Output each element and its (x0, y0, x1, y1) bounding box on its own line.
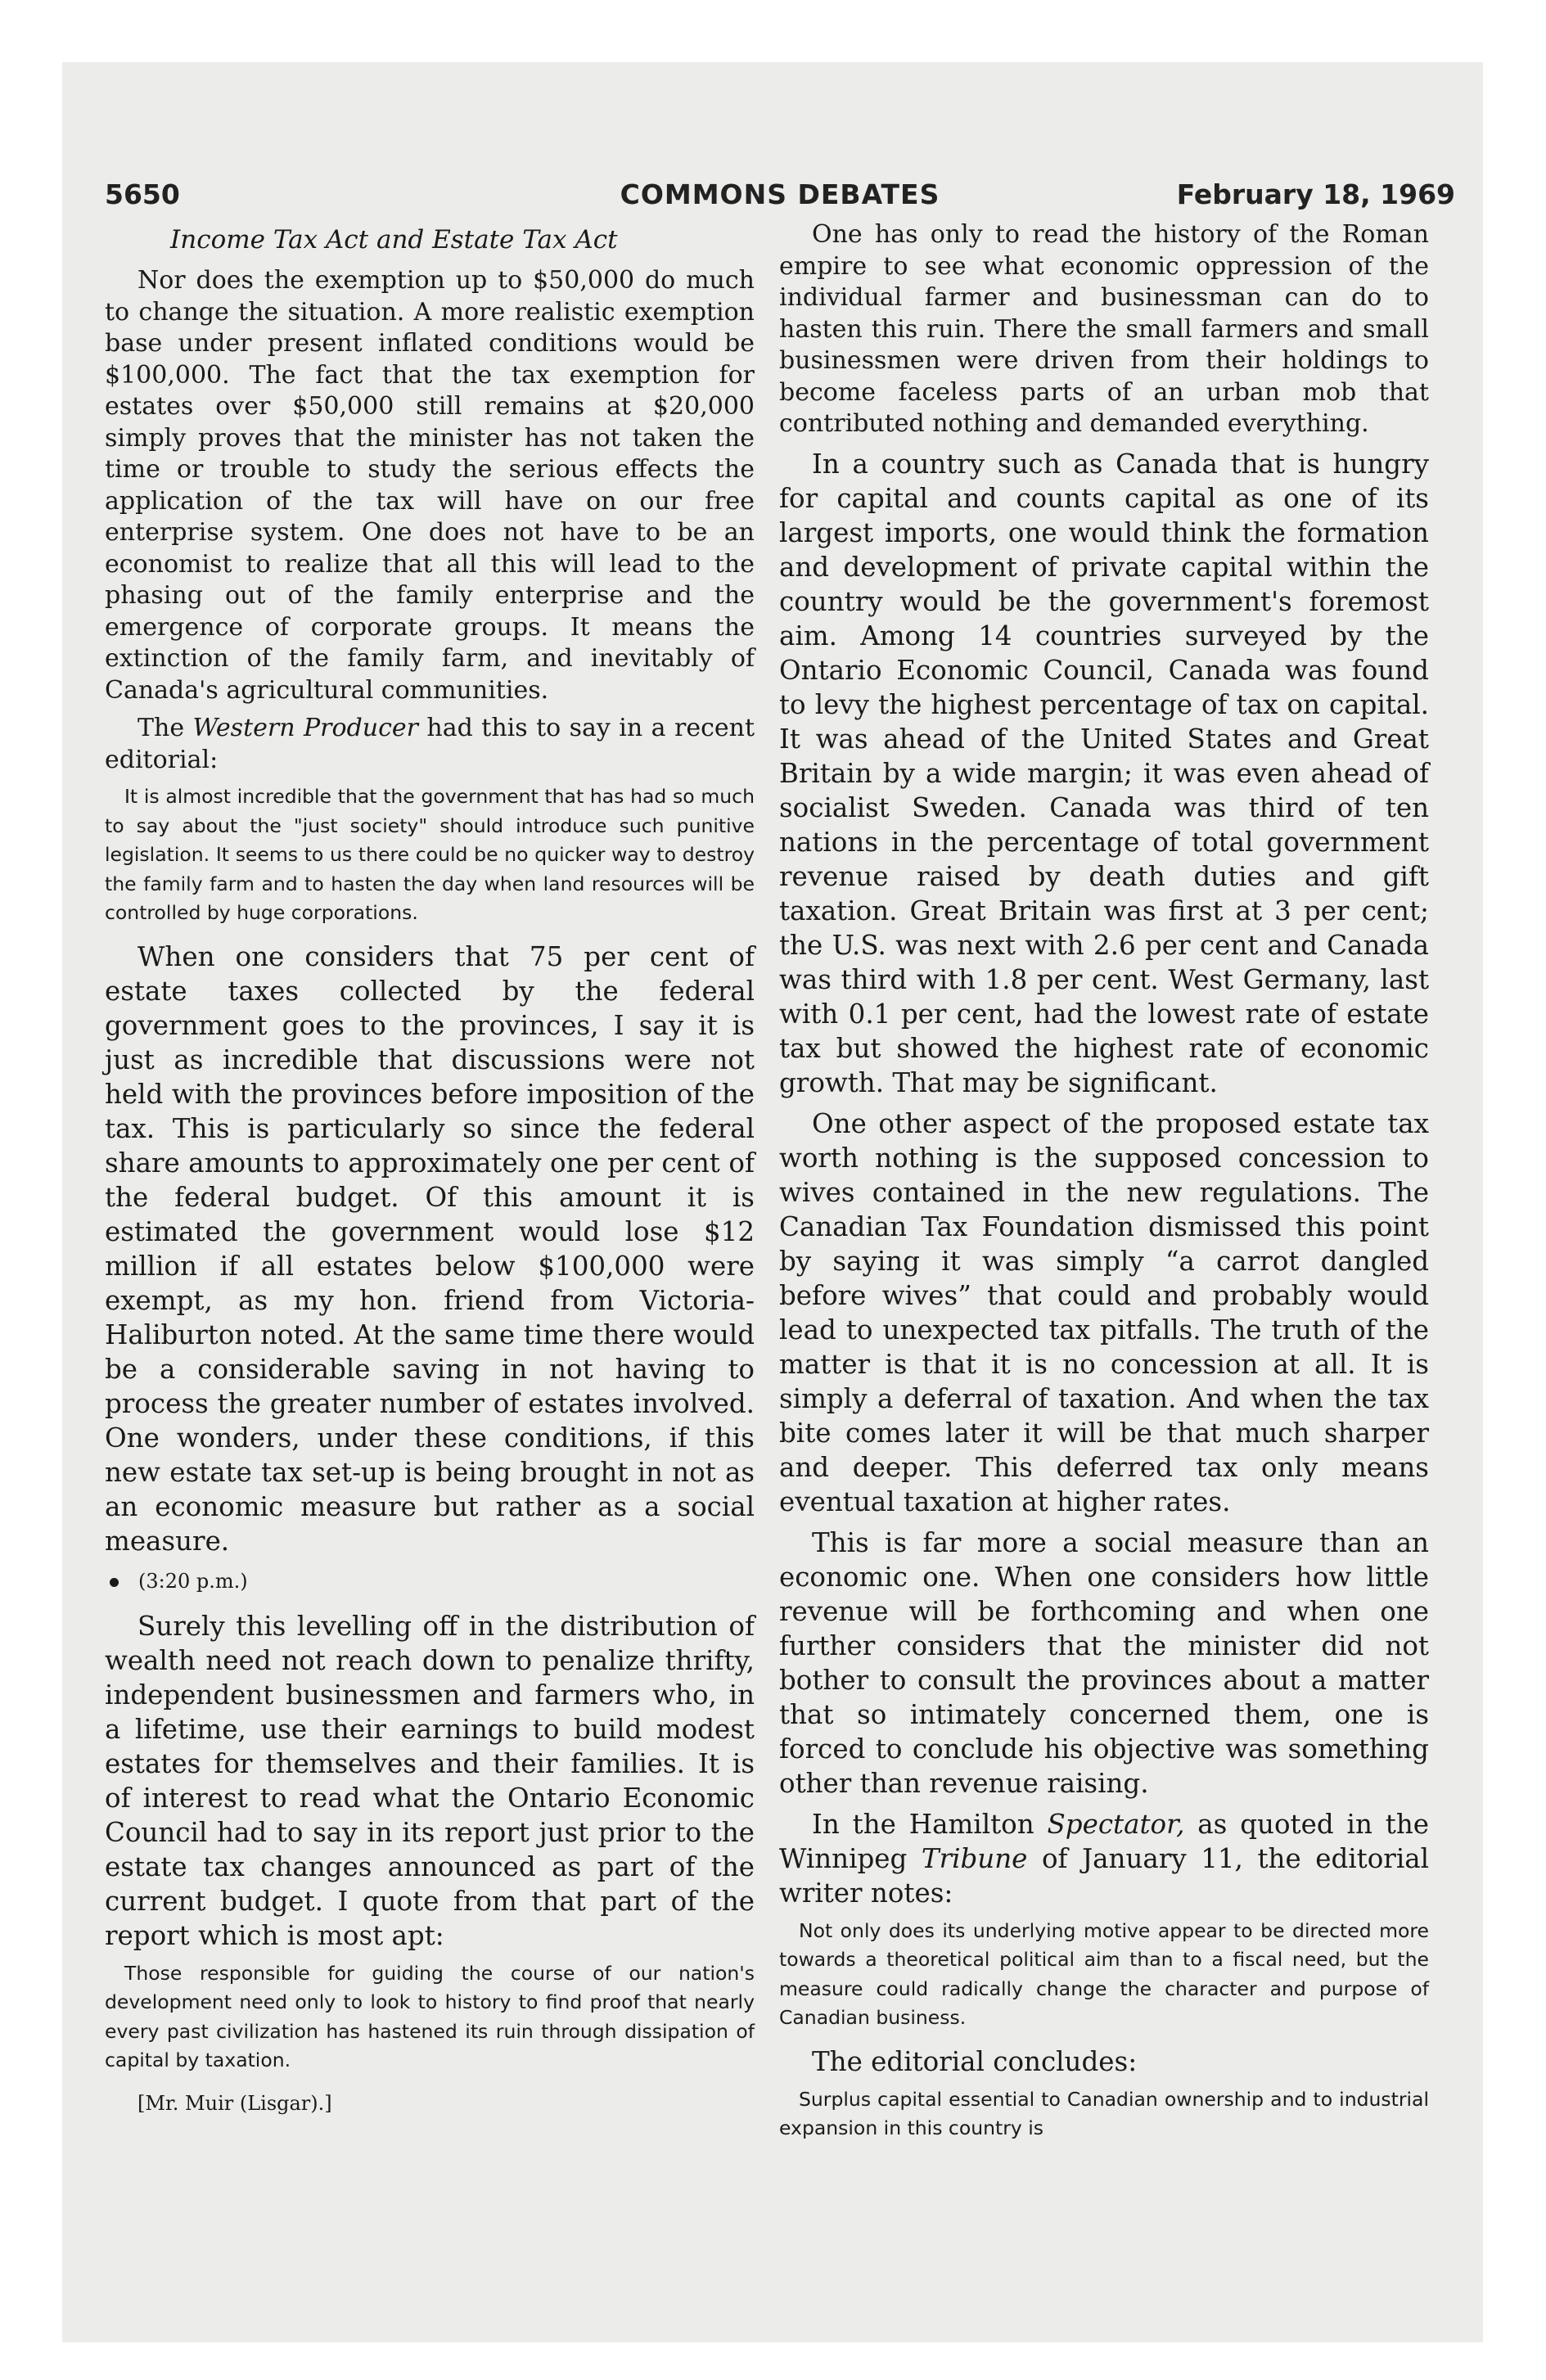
page-number: 5650 (105, 178, 180, 210)
paragraph: When one considers that 75 per cent of estate taxes collected by the federal government goes to the provinces, I say it is just as incredible that discussions were not held with the provinces before imposition of the tax. This is particularly so since the federal share amounts to approximately one per cent of the federal budget. Of this amount it is estimated the government would lose $12 million if all estates below $100,000 were exempt, as my hon. friend from Victoria-Haliburton noted. At the same time there would be a considerable saving in not having to process the greater number of estates involved. One wonders, under these conditions, if this new estate tax set-up is being brought in not as an economic measure but rather as a social measure. (105, 940, 755, 1557)
block-quote: Surplus capital essential to Canadian ownership and to industrial expansion in this country is (779, 2087, 1429, 2139)
running-head: Income Tax Act and Estate Tax Act (170, 225, 618, 255)
paragraph: The editorial concludes: (812, 2045, 1138, 2077)
publication-name: Spectator, (1047, 1808, 1185, 1840)
time-marker-text: (3:20 p.m.) (138, 1569, 248, 1593)
text-run: of January 11, the editorial writer notes: (779, 1842, 1429, 1909)
block-quote: Those responsible for guiding the course of our nation's development need only to look to history to find proof that nearly every past civilization has hastened its ruin through dissipation of capital by taxation. (105, 1961, 755, 2071)
paragraph: Nor does the exemption up to $50,000 do much to change the situation. A more realistic exemption base under present inflated conditions would be $100,000. The fact that the tax exemption for estates over $50,000 still remains at $20,000 simply proves that the minister has not taken the time or trouble to study the serious effects the application of the tax will have on our free enterprise system. One does not have to be an economist to realize that all this will lead to the phasing out of the family enterprise and the emergence of corporate groups. It means the extinction of the family farm, and inevitably of Canada's agricultural communities. (105, 266, 755, 705)
paragraph (105, 713, 755, 776)
paragraph (779, 1807, 1429, 1910)
block-quote: It is almost incredible that the government that has had so much to say about the "just society" should introduce such punitive legislation. It seems to us there could be no quicker way to destroy the family farm and to hasten the day when land resources will be controlled by huge corporations. (105, 785, 755, 924)
right-column (779, 219, 1429, 2155)
paragraph: In a country such as Canada that is hungry for capital and counts capital as one of its largest imports, one would think the formation and development of private capital within the country would be the government's foremost aim. Among 14 countries surveyed by the Ontario Economic Council, Canada was found to levy the highest percentage of tax on capital. It was ahead of the United States and Great Britain by a wide margin; it was even ahead of socialist Sweden. Canada was third of ten nations in the percentage of total government revenue raised by death duties and gift taxation. Great Britain was first at 3 per cent; the U.S. was next with 2.6 per cent and Canada was third with 1.8 per cent. West Germany, last with 0.1 per cent, had the lowest rate of estate tax but showed the highest rate of economic growth. That may be significant. (779, 448, 1429, 1098)
time-marker (110, 1565, 755, 1598)
bullet-icon (110, 1578, 119, 1587)
page-header (105, 178, 1455, 219)
publication-name: Western Producer (192, 714, 418, 742)
block-quote: Not only does its underlying motive appear to be directed more towards a theoretical political aim than to a fiscal need, but the measure could radically change the character and purpose of Canadian business. (779, 1918, 1429, 2029)
text-run: had this to say in a recent editorial: (105, 714, 755, 774)
speaker-attribution: [Mr. Muir (Lisgar).] (137, 2091, 332, 2115)
text-run: The (137, 714, 193, 742)
left-column (105, 219, 755, 2120)
publication-title: COMMONS DEBATES (620, 178, 940, 210)
paragraph: Surely this levelling off in the distribution of wealth need not reach down to penalize thrifty, independent businessmen and farmers who, in a lifetime, use their earnings to build modest estates for themselves and their families. It is of interest to read what the Ontario Economic Council had to say in its report just prior to the estate tax changes announced as part of the current budget. I quote from that part of the report which is most apt: (105, 1610, 755, 1951)
paragraph: One other aspect of the proposed estate tax worth nothing is the supposed concession to wives contained in the new regulations. The Canadian Tax Foundation dismissed this point by saying it was simply “a carrot dangled before wives” that could and probably would lead to unexpected tax pitfalls. The truth of the matter is that it is no concession at all. It is simply a deferral of taxation. And when the tax bite comes later it will be that much sharper and deeper. This deferred tax only means eventual taxation at higher rates. (779, 1107, 1429, 1517)
text-run: In the Hamilton (812, 1808, 1048, 1840)
paragraph: This is far more a social measure than an economic one. When one considers how little revenue will be forthcoming and when one further considers that the minister did not bother to consult the provinces about a matter that so intimately concerned them, one is forced to conclude his objective was something other than revenue raising. (779, 1526, 1429, 1799)
page-date: February 18, 1969 (1176, 178, 1455, 210)
text-run: as quoted in the Winnipeg (779, 1808, 1429, 1874)
paragraph: One has only to read the history of the Roman empire to see what economic oppression of the individual farmer and businessman can do to hasten this ruin. There the small farmers and small businessmen were driven from their holdings to become faceless parts of an urban mob that contributed nothing and demanded everything. (779, 220, 1429, 438)
publication-name: Tribune (921, 1842, 1028, 1874)
